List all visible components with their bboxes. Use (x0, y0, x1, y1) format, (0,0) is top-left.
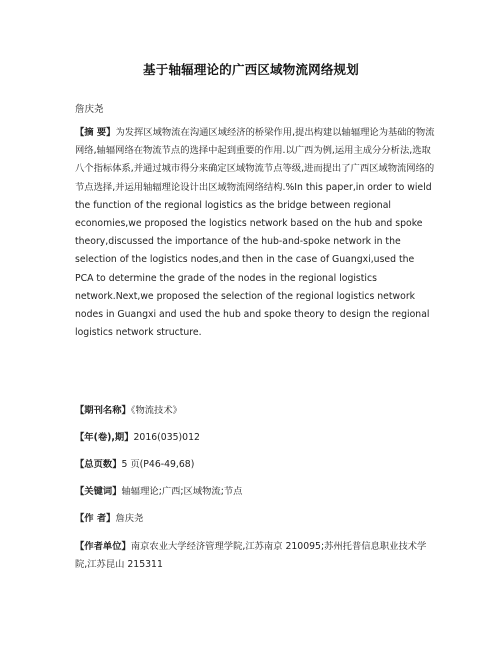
journal-name-field (75, 402, 435, 420)
affiliation-field (75, 538, 435, 574)
abstract-text: 为发挥区域物流在沟通区域经济的桥梁作用,提出构建以轴辐理论为基础的物流网络,轴辐网络在物流节点的选择中起到重要的作用.以广西为例,运用主成分分析法,选取八个指标体系,并通过城市得分来确定区域物流节点等级,进而提出了广西区域物流网络的节点选择,并运用轴辐理论设计出区域物流网络结构.%In this paper,in order to wield the function of the regional logistics as the bridge between regional economies,we proposed the logistics network based on the hub and spoke theory,discussed the importance of the hub-and-spoke network in the selection of the logistics nodes,and then in the case of Guangxi,used the PCA to determine the grade of the nodes in the regional logistics network.Next,we proposed the selection of the regional logistics network nodes in Guangxi and used the hub and spoke theory to design the regional logistics network structure. (75, 127, 435, 339)
field-value: 《物流技术》 (130, 405, 182, 416)
author-name: 詹庆尧 (75, 104, 104, 115)
field-label: 【作者单位】 (75, 541, 131, 552)
field-label: 【关键词】 (75, 486, 122, 497)
field-label: 【年(卷),期】 (75, 432, 134, 443)
abstract-block (75, 124, 435, 342)
field-label: 【作 者】 (75, 513, 116, 524)
page-count-field (75, 456, 435, 474)
field-value: 南京农业大学经济管理学院,江苏南京 210095;苏州托普信息职业技术学院,江苏昆山 215311 (75, 541, 427, 571)
keywords-field (75, 483, 435, 501)
field-label: 【总页数】 (75, 459, 122, 470)
field-value: 轴辐理论;广西;区域物流;节点 (121, 486, 243, 497)
paper-title: 基于轴辐理论的广西区域物流网络规划 (143, 62, 359, 77)
field-label: 【期刊名称】 (75, 405, 131, 416)
abstract-label: 【摘 要】 (75, 127, 116, 138)
authors-field (75, 510, 435, 528)
field-value: 詹庆尧 (115, 513, 144, 524)
field-value: 5 页(P46-49,68) (121, 459, 195, 470)
volume-issue-field (75, 429, 435, 447)
field-value: 2016(035)012 (133, 432, 200, 443)
